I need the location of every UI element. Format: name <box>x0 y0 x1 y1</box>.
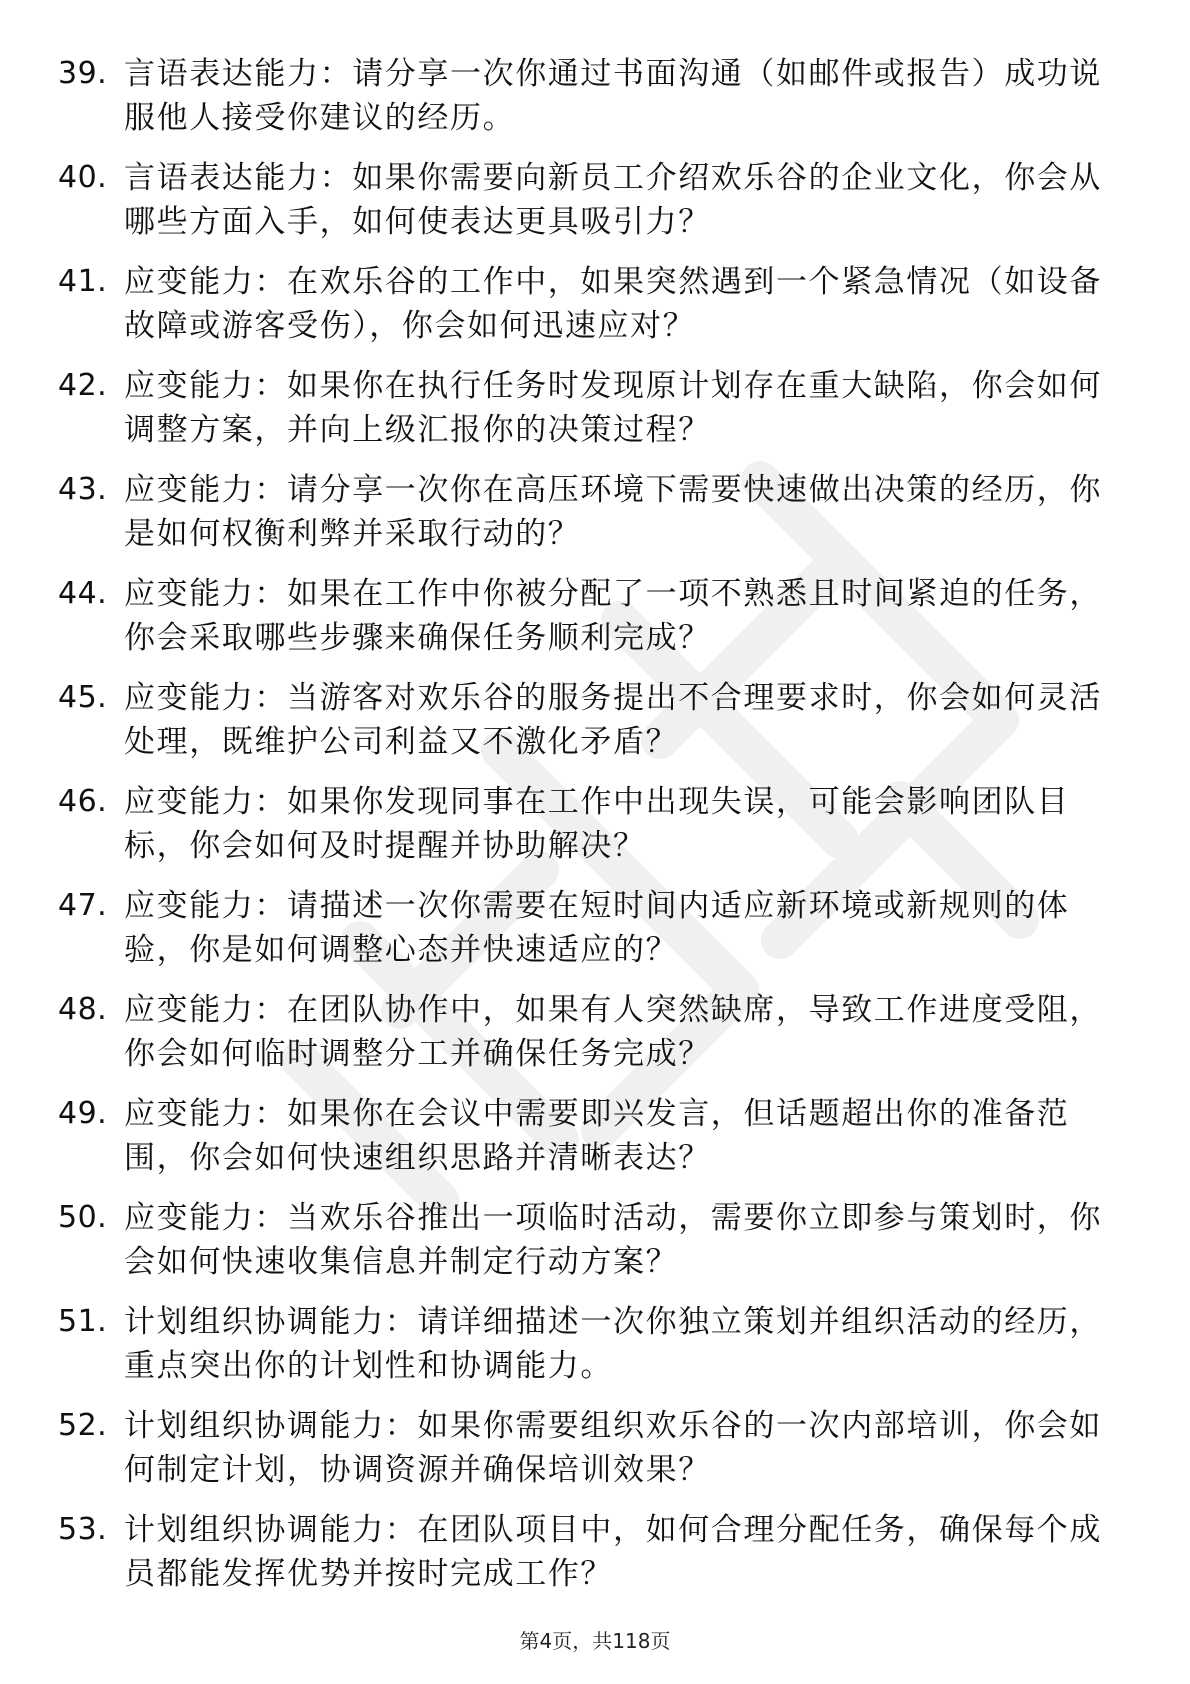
question-text: 言语表达能力：请分享一次你通过书面沟通（如邮件或报告）成功说服他人接受你建议的经历。 <box>124 56 1102 136</box>
question-number: 42. <box>58 368 108 403</box>
question-number: 51. <box>58 1304 108 1339</box>
question-text: 计划组织协调能力：在团队项目中，如何合理分配任务，确保每个成员都能发挥优势并按时完成工作？ <box>124 1512 1102 1592</box>
question-number: 43. <box>58 472 108 507</box>
question-text: 应变能力：如果你在会议中需要即兴发言，但话题超出你的准备范围，你会如何快速组织思路并清晰表达？ <box>124 1096 1070 1176</box>
question-number: 47. <box>58 888 108 923</box>
question-text: 计划组织协调能力：如果你需要组织欢乐谷的一次内部培训，你会如何制定计划，协调资源并确保培训效果？ <box>124 1408 1102 1488</box>
question-item <box>58 1196 1118 1300</box>
question-list <box>58 52 1118 1612</box>
question-item <box>58 988 1118 1092</box>
question-text: 应变能力：当游客对欢乐谷的服务提出不合理要求时，你会如何灵活处理，既维护公司利益又不激化矛盾？ <box>124 680 1102 760</box>
question-text: 应变能力：如果在工作中你被分配了一项不熟悉且时间紧迫的任务，你会采取哪些步骤来确保任务顺利完成？ <box>124 576 1102 656</box>
question-text: 言语表达能力：如果你需要向新员工介绍欢乐谷的企业文化，你会从哪些方面入手，如何使表达更具吸引力？ <box>124 160 1102 240</box>
question-number: 40. <box>58 160 108 195</box>
question-item <box>58 884 1118 988</box>
question-item <box>58 364 1118 468</box>
question-text: 应变能力：如果你发现同事在工作中出现失误，可能会影响团队目标，你会如何及时提醒并协助解决？ <box>124 784 1070 864</box>
page-number-footer: 第4页，共118页 <box>519 1629 671 1653</box>
question-text: 应变能力：如果你在执行任务时发现原计划存在重大缺陷，你会如何调整方案，并向上级汇报你的决策过程？ <box>124 368 1102 448</box>
question-number: 48. <box>58 992 108 1027</box>
question-text: 应变能力：当欢乐谷推出一项临时活动，需要你立即参与策划时，你会如何快速收集信息并制定行动方案？ <box>124 1200 1102 1280</box>
question-text: 应变能力：在欢乐谷的工作中，如果突然遇到一个紧急情况（如设备故障或游客受伤），你会如何迅速应对？ <box>124 264 1102 344</box>
question-item <box>58 1300 1118 1404</box>
question-item <box>58 1404 1118 1508</box>
question-item <box>58 676 1118 780</box>
question-item <box>58 52 1118 156</box>
question-number: 41. <box>58 264 108 299</box>
question-item <box>58 468 1118 572</box>
question-text: 计划组织协调能力：请详细描述一次你独立策划并组织活动的经历，重点突出你的计划性和协调能力。 <box>124 1304 1102 1384</box>
question-number: 46. <box>58 784 108 819</box>
question-item <box>58 156 1118 260</box>
question-number: 39. <box>58 56 108 91</box>
question-text: 应变能力：在团队协作中，如果有人突然缺席，导致工作进度受阻，你会如何临时调整分工并确保任务完成？ <box>124 992 1102 1072</box>
question-item <box>58 1508 1118 1612</box>
question-number: 50. <box>58 1200 108 1235</box>
question-text: 应变能力：请描述一次你需要在短时间内适应新环境或新规则的体验，你是如何调整心态并快速适应的？ <box>124 888 1070 968</box>
question-number: 53. <box>58 1512 108 1547</box>
question-text: 应变能力：请分享一次你在高压环境下需要快速做出决策的经历，你是如何权衡利弊并采取行动的？ <box>124 472 1102 552</box>
question-number: 52. <box>58 1408 108 1443</box>
question-number: 44. <box>58 576 108 611</box>
question-number: 49. <box>58 1096 108 1131</box>
question-item <box>58 260 1118 364</box>
question-item <box>58 1092 1118 1196</box>
question-number: 45. <box>58 680 108 715</box>
question-item <box>58 780 1118 884</box>
question-item <box>58 572 1118 676</box>
